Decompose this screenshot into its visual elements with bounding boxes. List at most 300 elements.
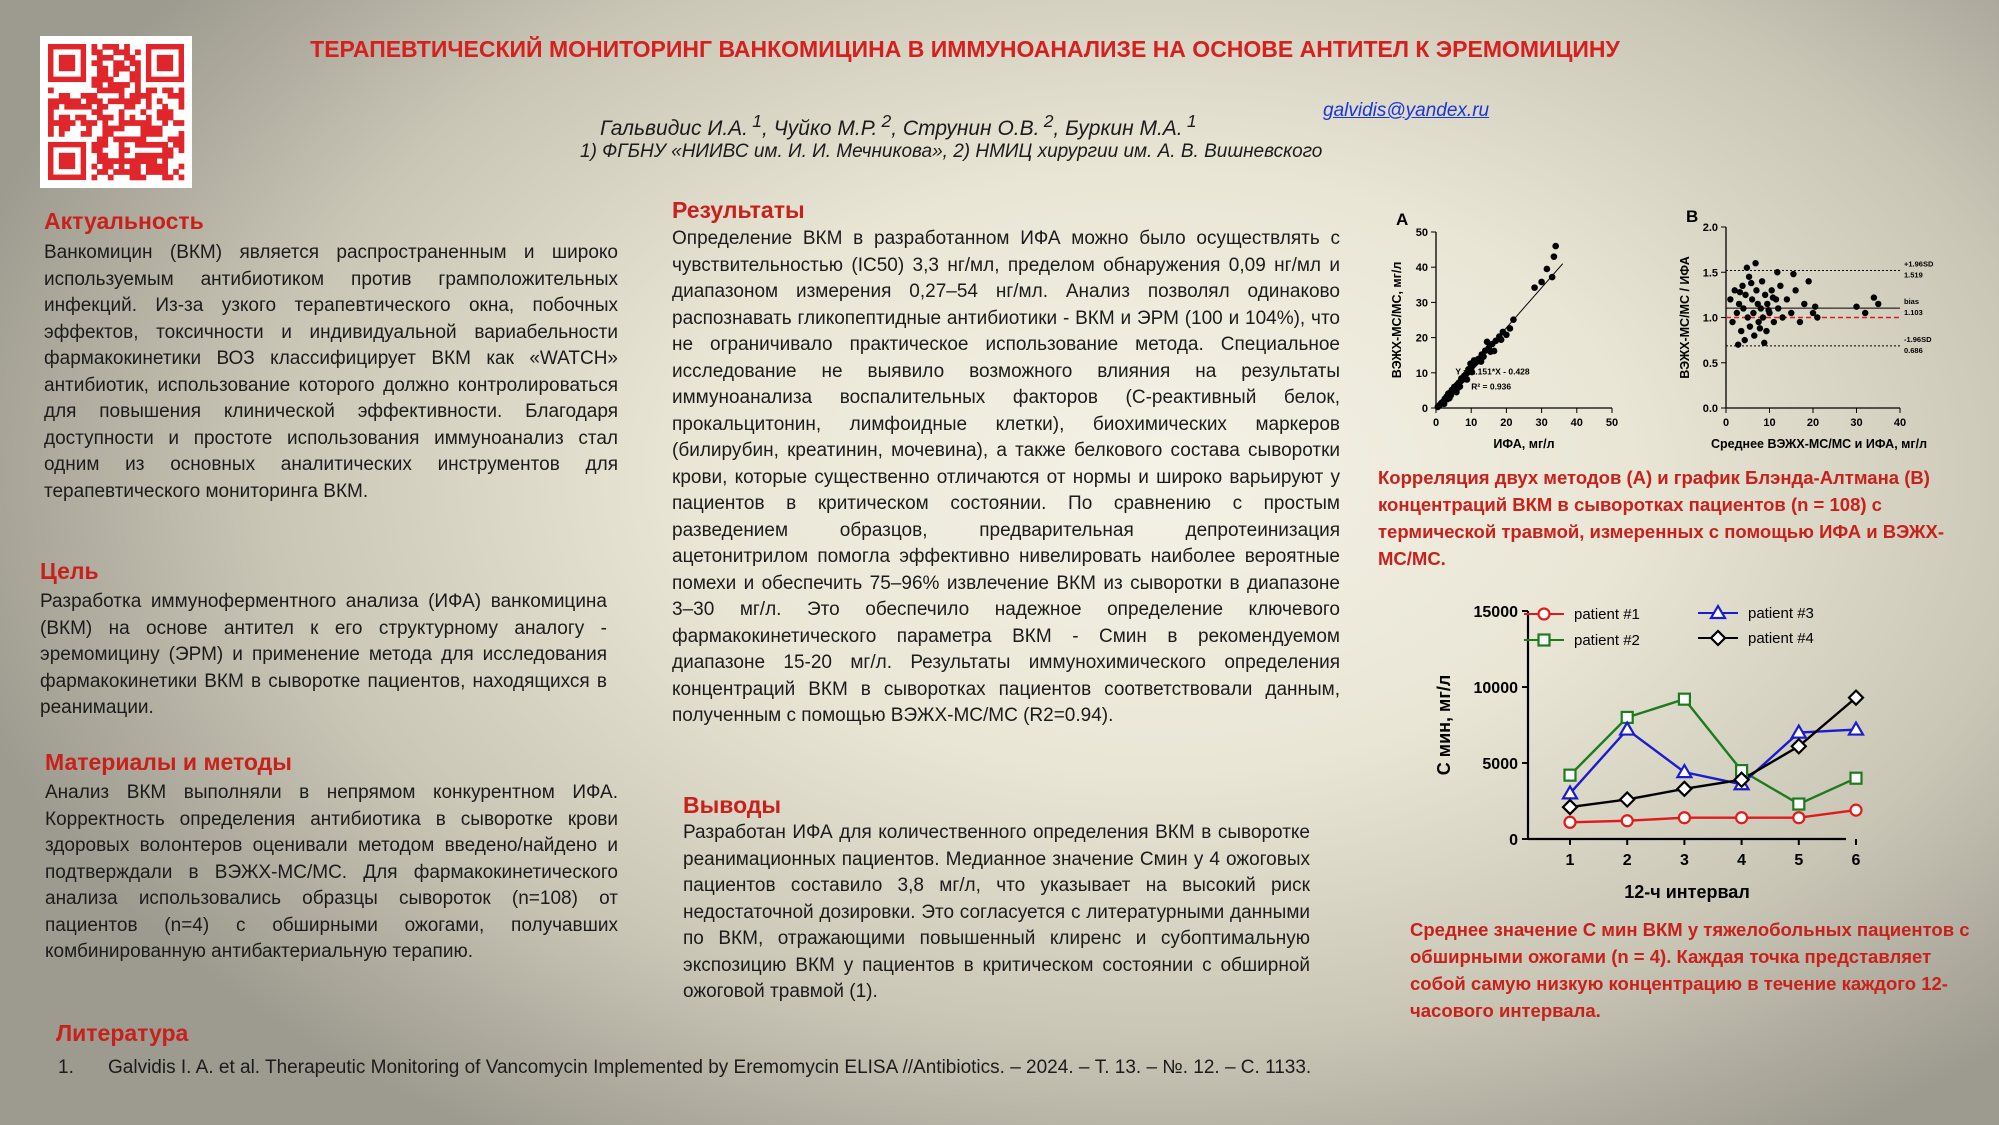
qr-module — [92, 164, 98, 170]
qr-module — [168, 93, 174, 99]
x-tick-label: 0 — [1722, 417, 1730, 429]
data-point — [1744, 265, 1750, 271]
qr-module — [102, 44, 108, 50]
qr-module — [53, 120, 59, 126]
qr-module — [140, 93, 146, 99]
results-text: Определение ВКМ в разработанном ИФА можно было осуществлять с чувствительностью (IC50) 3,3 нг/мл, пределом обнаружения 0,09 нг/мл и диапазоном измерения 0,27–54 нг/мл. Анализ позволял одинаково распознавать гликопептидные антибиотики - ВКМ и ЭРМ (100 и 104%), что не ограничивало практическое использование метода. Специальное исследование не выявило возможного влияния на результаты иммуноанализа воспалительных факторов (С-реактивный белок, прокальцитонин, лимфоидные клетки), биохимических маркеров (билирубин, креатинин, мочевина), а также белкового состава сыворотки крови, которые существенно отличаются от нормы и широко варьируют у пациентов в критическом состоянии. По сравнению с простым разведением образцов, предварительная депротеинизация ацетонитрилом помогла эффективно нивелировать наиболее вероятные помехи и обеспечить 75–96% извлечение ВКМ из сыворотки в диапазоне 3–30 мг/л. Это обеспечило надежное определение ключевого фармакокинетического параметра ВКМ - Cмин в рекомендуемом диапазоне 15-20 мг/л. Результаты иммунохимического определения концентраций ВКМ в сыворотках пациентов соответствовали данным, полученным с помощью ВЭЖХ-МС/МС (R2=0.94). — [672, 228, 1340, 726]
author-affiliation: 1 — [1186, 111, 1197, 131]
qr-module — [130, 93, 136, 99]
conclusions-text: Разработан ИФА для количественного определения ВКМ в сыворотке реанимационных пациентов. Медианное значение Cмин у 4 ожоговых пациентов составило 3,8 мг/л, что указывает на высокий риск недостаточной дозировки. Это согласуется с литературными данными по ВКМ, отражающими повышенный клиренс и субоптимальную экспозицию ВКМ у пациентов в критическом состоянии с обширной ожоговой травмой (1). — [683, 822, 1310, 1002]
x-tick-label: 40 — [1570, 417, 1583, 429]
qr-module — [102, 104, 108, 110]
qr-module — [59, 131, 65, 137]
qr-module — [102, 142, 108, 148]
qr-module — [97, 77, 103, 83]
qr-module — [119, 136, 125, 142]
qr-module — [168, 147, 174, 153]
qr-module — [157, 126, 163, 132]
results-heading: Результаты — [672, 197, 805, 223]
y-tick-label: 0 — [1509, 832, 1518, 849]
qr-module — [130, 60, 136, 66]
data-point — [1762, 292, 1768, 298]
qr-module — [179, 104, 185, 110]
qr-module — [92, 109, 98, 115]
author-name: Чуйко М.Р. — [773, 117, 878, 140]
data-point — [1552, 243, 1559, 250]
y-tick-label: 0.5 — [1702, 357, 1718, 370]
data-point — [1746, 274, 1752, 280]
qr-module — [124, 55, 130, 61]
diamond-marker — [1563, 800, 1577, 814]
qr-module — [119, 109, 125, 115]
author-name: Струнин О.В. — [902, 117, 1040, 140]
qr-module — [151, 158, 157, 164]
data-point — [1745, 314, 1751, 320]
qr-module — [97, 142, 103, 148]
qr-module — [119, 158, 125, 164]
data-point — [1748, 280, 1754, 286]
data-point — [1761, 340, 1767, 346]
qr-code-image — [40, 36, 192, 188]
qr-module — [130, 158, 136, 164]
qr-module — [108, 175, 114, 181]
qr-module — [179, 136, 185, 142]
qr-module — [48, 120, 54, 126]
qr-module — [119, 49, 125, 55]
circle-marker — [1539, 609, 1550, 620]
qr-module — [59, 98, 65, 104]
y-tick-label: 10 — [1415, 367, 1428, 380]
data-point — [1862, 310, 1868, 316]
qr-module — [108, 77, 114, 83]
affiliations: 1) ФГБНУ «НИИВС им. И. И. Мечникова», 2) НМИЦ хирургии им. А. В. Вишневского — [580, 141, 1323, 162]
qr-module — [113, 71, 119, 77]
qr-module — [59, 120, 65, 126]
qr-module — [146, 158, 152, 164]
qr-module — [119, 142, 125, 148]
qr-module — [140, 175, 146, 181]
qr-module — [146, 164, 152, 170]
x-tick-label: 30 — [1535, 417, 1548, 429]
qr-module — [113, 60, 119, 66]
qr-module — [102, 131, 108, 137]
data-point — [1491, 348, 1498, 355]
data-point — [1779, 314, 1785, 320]
qr-module — [81, 93, 87, 99]
qr-module — [140, 153, 146, 159]
qr-module — [124, 44, 130, 50]
data-point — [1549, 274, 1556, 281]
qr-module — [179, 131, 185, 137]
qr-module — [162, 104, 168, 110]
qr-module — [146, 131, 152, 137]
qr-module — [124, 147, 130, 153]
qr-module — [135, 136, 141, 142]
qr-module — [108, 164, 114, 170]
data-point — [1768, 287, 1774, 293]
legend-label: patient #4 — [1748, 630, 1814, 647]
qr-module — [92, 147, 98, 153]
qr-module — [92, 142, 98, 148]
qr-module — [162, 142, 168, 148]
qr-module — [70, 120, 76, 126]
qr-module — [124, 82, 130, 88]
triangle-marker — [1677, 765, 1691, 777]
data-point — [1727, 296, 1733, 302]
qr-module — [151, 88, 157, 94]
qr-module — [86, 98, 92, 104]
qr-module — [113, 88, 119, 94]
qr-module — [108, 115, 114, 121]
x-tick-label: 20 — [1806, 417, 1820, 429]
qr-module — [168, 153, 174, 159]
qr-module — [130, 55, 136, 61]
data-point — [1453, 389, 1460, 396]
qr-module — [97, 88, 103, 94]
qr-module — [130, 104, 136, 110]
data-point — [1784, 296, 1790, 302]
reference-line-value: 1.103 — [1904, 308, 1923, 318]
qr-module — [157, 98, 163, 104]
qr-module — [162, 175, 168, 181]
qr-module — [151, 169, 157, 175]
data-point — [1750, 310, 1756, 316]
qr-module — [124, 120, 130, 126]
qr-module — [81, 115, 87, 121]
data-point — [1457, 383, 1464, 390]
qr-module — [135, 66, 141, 72]
circle-marker — [1565, 817, 1576, 828]
series-line — [1570, 699, 1856, 804]
author-affiliation: 2 — [1043, 111, 1054, 131]
qr-module — [130, 136, 136, 142]
qr-module — [119, 82, 125, 88]
qr-module — [97, 104, 103, 110]
fit-equation: Y = 1.151*X - 0.428 — [1455, 366, 1530, 377]
qr-module — [92, 77, 98, 83]
data-point — [1753, 287, 1759, 293]
qr-module — [173, 120, 179, 126]
qr-module — [108, 131, 114, 137]
x-tick-label: 2 — [1622, 852, 1632, 869]
data-point — [1729, 319, 1735, 325]
qr-module — [102, 158, 108, 164]
qr-module — [130, 71, 136, 77]
goal-text: Разработка иммуноферментного анализа (ИФА) ванкомицина (ВКМ) на основе антител к его структурному аналогу - эремомицину (ЭРМ) и применение метода для исследования фармакокинетики ВКМ в сыворотке пациентов, находящихся в реанимации. — [40, 591, 607, 718]
qr-module — [81, 131, 87, 137]
qr-module — [173, 169, 179, 175]
qr-module — [119, 115, 125, 121]
reference-line-name: -1.96SD — [1904, 334, 1932, 344]
qr-module — [86, 120, 92, 126]
qr-module — [140, 158, 146, 164]
qr-module — [168, 136, 174, 142]
data-point — [1510, 316, 1517, 323]
email-link[interactable]: galvidis@yandex.ru — [1323, 100, 1490, 121]
x-tick-label: 6 — [1851, 852, 1861, 869]
reference-number: 1. — [58, 1057, 74, 1078]
qr-module — [64, 104, 70, 110]
data-point — [1814, 314, 1820, 320]
diamond-marker — [1620, 792, 1634, 806]
qr-module — [75, 104, 81, 110]
data-point — [1544, 266, 1551, 273]
data-point — [1788, 310, 1794, 316]
qr-module — [130, 115, 136, 121]
x-tick-label: 3 — [1679, 852, 1689, 869]
y-tick-label: 15000 — [1473, 604, 1518, 621]
authors-line: Гальвидис И.А. $^1$, Чуйко М.Р. $^2$, Струнин О.В. $^2$, Буркин М.А. $^1$ — [600, 111, 1197, 140]
qr-module — [179, 164, 185, 170]
qr-finder-inner — [59, 55, 75, 71]
relevance-heading: Актуальность — [44, 208, 204, 234]
qr-module — [179, 142, 185, 148]
qr-module — [173, 136, 179, 142]
qr-module — [173, 93, 179, 99]
qr-module — [97, 169, 103, 175]
qr-module — [64, 120, 70, 126]
qr-module — [113, 44, 119, 50]
y-tick-label: 20 — [1415, 332, 1428, 345]
qr-module — [135, 93, 141, 99]
qr-module — [162, 115, 168, 121]
data-point — [1747, 323, 1753, 329]
qr-module — [135, 82, 141, 88]
qr-module — [157, 153, 163, 159]
qr-module — [151, 131, 157, 137]
data-point — [1751, 332, 1757, 338]
reference-text: Galvidis I. A. et al. Therapeutic Monitoring of Vancomycin Implemented by Eremomycin ELISA //Antibiotics. – 2024. – Т. 13. – №. 12. – С. 1133. — [108, 1057, 1312, 1078]
x-tick-label: 50 — [1605, 417, 1618, 429]
qr-module — [92, 82, 98, 88]
qr-module — [97, 158, 103, 164]
qr-module — [70, 98, 76, 104]
qr-module — [157, 131, 163, 137]
qr-module — [130, 120, 136, 126]
qr-module — [124, 158, 130, 164]
qr-module — [113, 82, 119, 88]
qr-module — [119, 98, 125, 104]
qr-module — [97, 115, 103, 121]
x-tick-label: 10 — [1763, 417, 1776, 429]
qr-module — [168, 115, 174, 121]
qr-module — [124, 104, 130, 110]
y-tick-label: 2.0 — [1702, 222, 1718, 234]
qr-module — [48, 98, 54, 104]
legend-label: patient #3 — [1748, 605, 1814, 622]
qr-module — [151, 153, 157, 159]
qr-module — [92, 60, 98, 66]
poster-title: ТЕРАПЕВТИЧЕСКИЙ МОНИТОРИНГ ВАНКОМИЦИНА В ИММУНОАНАЛИЗЕ НА ОСНОВЕ АНТИТЕЛ К ЭРЕМОМИЦИНУ — [310, 36, 1620, 62]
square-marker — [1679, 694, 1690, 705]
data-point — [1770, 294, 1776, 300]
qr-module — [140, 120, 146, 126]
qr-module — [135, 142, 141, 148]
data-point — [1507, 325, 1514, 332]
qr-module — [140, 142, 146, 148]
qr-module — [157, 115, 163, 121]
qr-finder-inner — [59, 153, 75, 169]
qr-module — [119, 93, 125, 99]
data-point — [1760, 314, 1766, 320]
goal-heading: Цель — [40, 558, 99, 584]
qr-module — [162, 158, 168, 164]
square-marker — [1793, 799, 1804, 810]
qr-module — [97, 98, 103, 104]
data-point — [1812, 303, 1818, 309]
qr-module — [92, 44, 98, 50]
circle-marker — [1736, 812, 1747, 823]
qr-module — [97, 71, 103, 77]
qr-module — [146, 120, 152, 126]
qr-module — [168, 109, 174, 115]
qr-module — [64, 126, 70, 132]
data-point — [1777, 283, 1783, 289]
qr-module — [102, 169, 108, 175]
qr-module — [97, 136, 103, 142]
legend-label: patient #2 — [1574, 632, 1640, 649]
data-point — [1742, 337, 1748, 343]
qr-module — [86, 93, 92, 99]
legend-label: patient #1 — [1574, 606, 1640, 623]
qr-module — [119, 169, 125, 175]
qr-module — [113, 66, 119, 72]
qr-module — [135, 164, 141, 170]
y-tick-label: 5000 — [1482, 756, 1518, 773]
data-point — [1801, 301, 1807, 307]
data-point — [1538, 279, 1545, 286]
data-point — [1441, 400, 1448, 407]
qr-module — [168, 175, 174, 181]
qr-module — [108, 88, 114, 94]
qr-module — [102, 126, 108, 132]
qr-module — [146, 169, 152, 175]
qr-module — [113, 126, 119, 132]
qr-module — [48, 131, 54, 137]
qr-module — [146, 104, 152, 110]
data-point — [1759, 278, 1765, 284]
qr-module — [102, 115, 108, 121]
qr-module — [179, 175, 185, 181]
qr-module — [102, 88, 108, 94]
data-point — [1763, 328, 1769, 334]
data-point — [1792, 287, 1798, 293]
y-axis-label: ВЭЖХ-МС/МС, мг/л — [1390, 261, 1404, 379]
author-name: Буркин М.А. — [1065, 117, 1183, 140]
qr-module — [113, 136, 119, 142]
qr-module — [135, 71, 141, 77]
qr-module — [162, 120, 168, 126]
qr-module — [173, 142, 179, 148]
qr-module — [179, 120, 185, 126]
qr-module — [102, 77, 108, 83]
circle-marker — [1679, 812, 1690, 823]
qr-module — [102, 71, 108, 77]
qr-module — [92, 49, 98, 55]
data-point — [1797, 319, 1803, 325]
qr-module — [162, 88, 168, 94]
qr-module — [92, 98, 98, 104]
y-tick-label: 1.0 — [1702, 312, 1718, 325]
qr-module — [119, 66, 125, 72]
series-line — [1570, 698, 1856, 807]
x-axis-label: Среднее ВЭЖХ-МС/МС и ИФА, мг/л — [1710, 437, 1928, 451]
qr-module — [146, 153, 152, 159]
qr-module — [97, 55, 103, 61]
qr-module — [124, 136, 130, 142]
qr-module — [146, 142, 152, 148]
qr-module — [179, 93, 185, 99]
qr-module — [92, 93, 98, 99]
qr-module — [151, 126, 157, 132]
qr-module — [157, 109, 163, 115]
reference-line-value: 0.686 — [1904, 345, 1923, 355]
y-tick-label: 30 — [1415, 297, 1428, 310]
qr-module — [48, 104, 54, 110]
qr-module — [97, 147, 103, 153]
qr-module — [151, 142, 157, 148]
reference-line-name: +1.96SD — [1904, 259, 1934, 269]
qr-module — [113, 49, 119, 55]
qr-module — [151, 164, 157, 170]
qr-module — [135, 175, 141, 181]
qr-module — [102, 164, 108, 170]
qr-module — [157, 164, 163, 170]
x-tick-label: 30 — [1850, 417, 1863, 429]
data-point — [1740, 305, 1746, 311]
qr-module — [119, 60, 125, 66]
qr-module — [97, 60, 103, 66]
qr-finder-inner — [157, 55, 173, 71]
data-point — [1735, 341, 1741, 347]
data-point — [1752, 260, 1758, 266]
data-point — [1765, 307, 1771, 313]
data-point — [1749, 296, 1755, 302]
qr-module — [81, 104, 87, 110]
qr-module — [53, 98, 59, 104]
qr-module — [124, 169, 130, 175]
qr-module — [130, 175, 136, 181]
qr-module — [59, 115, 65, 121]
qr-module — [146, 93, 152, 99]
qr-module — [119, 153, 125, 159]
qr-module — [108, 44, 114, 50]
qr-module — [48, 126, 54, 132]
triangle-marker — [1849, 723, 1863, 735]
data-point — [1503, 331, 1510, 338]
qr-module — [102, 55, 108, 61]
qr-module — [108, 158, 114, 164]
data-point — [1551, 253, 1558, 260]
author-name: Гальвидис И.А. — [600, 117, 749, 140]
panel-label: A — [1396, 210, 1409, 229]
qr-module — [168, 88, 174, 94]
x-tick-label: 10 — [1465, 417, 1478, 429]
qr-module — [135, 60, 141, 66]
square-marker — [1851, 773, 1862, 784]
square-marker — [1539, 635, 1550, 646]
x-tick-label: 5 — [1794, 852, 1804, 869]
data-point — [1774, 269, 1780, 275]
qr-module — [113, 158, 119, 164]
series-line — [1570, 810, 1856, 822]
qr-module — [108, 82, 114, 88]
qr-module — [146, 126, 152, 132]
qr-module — [97, 66, 103, 72]
qr-module — [102, 153, 108, 159]
qr-module — [135, 49, 141, 55]
relevance-text: Ванкомицин (ВКМ) является распространенным и широко используемым антибиотиком против грамположительных инфекций. Из-за узкого терапевтического окна, побочных эффектов, токсичности и индивидуальной вариабельности фармакокинетики ВОЗ классифицирует ВКМ как «WATCH» антибиотик, использование которого должно контролироваться для повышения клинической эффективности. Благодаря доступности и простоте использования иммуноанализ стал одним из основных аналитических инструментов для терапевтического мониторинга ВКМ. — [44, 242, 618, 502]
